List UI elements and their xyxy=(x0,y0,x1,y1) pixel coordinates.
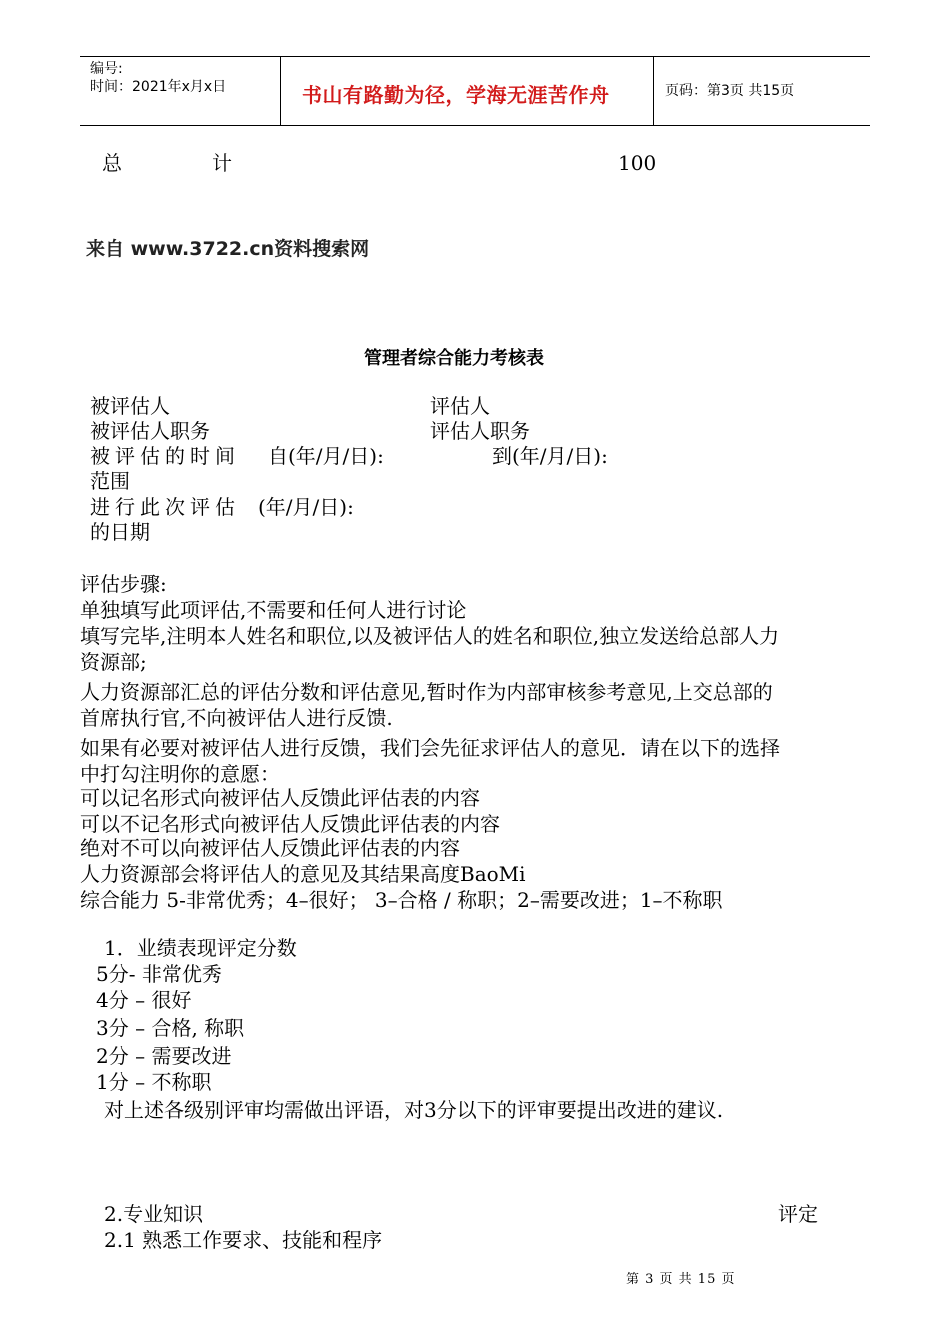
steps-line: 如果有必要对被评估人进行反馈，我们会先征求评估人的意见．请在以下的选择 xyxy=(80,736,780,760)
document-time-label: 时间：2021年x月x日 xyxy=(90,79,227,95)
steps-line: 可以记名形式向被评估人反馈此评估表的内容 xyxy=(80,786,480,810)
document-number-label: 编号: xyxy=(90,61,123,77)
total-label-a: 总 xyxy=(102,151,122,175)
score-level: 4分 – 很好 xyxy=(96,988,192,1012)
steps-line: 单独填写此项评估,不需要和任何人进行讨论 xyxy=(80,598,467,622)
steps-line: 绝对不可以向被评估人反馈此评估表的内容 xyxy=(80,836,460,860)
steps-line: 中打勾注明你的意愿： xyxy=(80,762,280,786)
total-value: 100 xyxy=(618,151,657,175)
header-divider xyxy=(653,57,654,125)
steps-line: 人力资源部汇总的评估分数和评估意见,暂时作为内部审核参考意见,上交总部的 xyxy=(80,680,773,704)
page-footer: 第 3 页 共 15 页 xyxy=(626,1272,736,1287)
score-level: 1分 – 不称职 xyxy=(96,1070,212,1094)
period-from-label: 自(年/月/日): xyxy=(268,444,384,468)
steps-line: 可以不记名形式向被评估人反馈此评估表的内容 xyxy=(80,812,500,836)
period-label: 被评估的时间 xyxy=(90,444,240,468)
score-level: 2分 – 需要改进 xyxy=(96,1044,232,1068)
section1-note: 对上述各级别评审均需做出评语，对3分以下的评审要提出改进的建议. xyxy=(104,1098,724,1122)
header-divider xyxy=(280,57,281,125)
section2-title: 2.专业知识 xyxy=(104,1202,204,1226)
section1-title: 1．业绩表现评定分数 xyxy=(104,936,297,960)
evaluator-label: 评估人 xyxy=(430,394,490,418)
evaluation-date-label-cont: 的日期 xyxy=(90,520,150,544)
form-title: 管理者综合能力考核表 xyxy=(364,348,544,369)
steps-line: 资源部; xyxy=(80,650,147,674)
header-motto: 书山有路勤为径，学海无涯苦作舟 xyxy=(302,83,610,107)
evaluatee-position-label: 被评估人职务 xyxy=(90,419,210,443)
header-page-info: 页码：第3页 共15页 xyxy=(665,83,795,99)
evaluation-date-label: 进行此次评估 xyxy=(90,495,240,519)
evaluatee-label: 被评估人 xyxy=(90,394,170,418)
section2-rating-label: 评定 xyxy=(778,1202,818,1226)
steps-line: 填写完毕,注明本人姓名和职位,以及被评估人的姓名和职位,独立发送给总部人力 xyxy=(80,624,780,648)
total-label-b: 计 xyxy=(212,151,232,175)
steps-line: 首席执行官,不向被评估人进行反馈. xyxy=(80,706,393,730)
evaluator-position-label: 评估人职务 xyxy=(430,419,530,443)
period-label-cont: 范围 xyxy=(90,469,130,493)
score-level: 3分 – 合格, 称职 xyxy=(96,1016,245,1040)
period-to-label: 到(年/月/日): xyxy=(492,444,608,468)
evaluation-date-value-label: (年/月/日): xyxy=(258,495,354,519)
page-header xyxy=(80,56,870,126)
source-note: 来自 www.3722.cn资料搜索网 xyxy=(86,238,370,260)
score-level: 5分- 非常优秀 xyxy=(96,962,222,986)
steps-line: 评估步骤: xyxy=(80,572,167,596)
steps-line: 人力资源部会将评估人的意见及其结果高度BaoMi xyxy=(80,862,526,886)
section2-item: 2.1 熟悉工作要求、技能和程序 xyxy=(104,1228,383,1252)
rating-scale-line: 综合能力 5-非常优秀；4–很好； 3–合格 / 称职；2–需要改进；1–不称职 xyxy=(80,888,723,912)
